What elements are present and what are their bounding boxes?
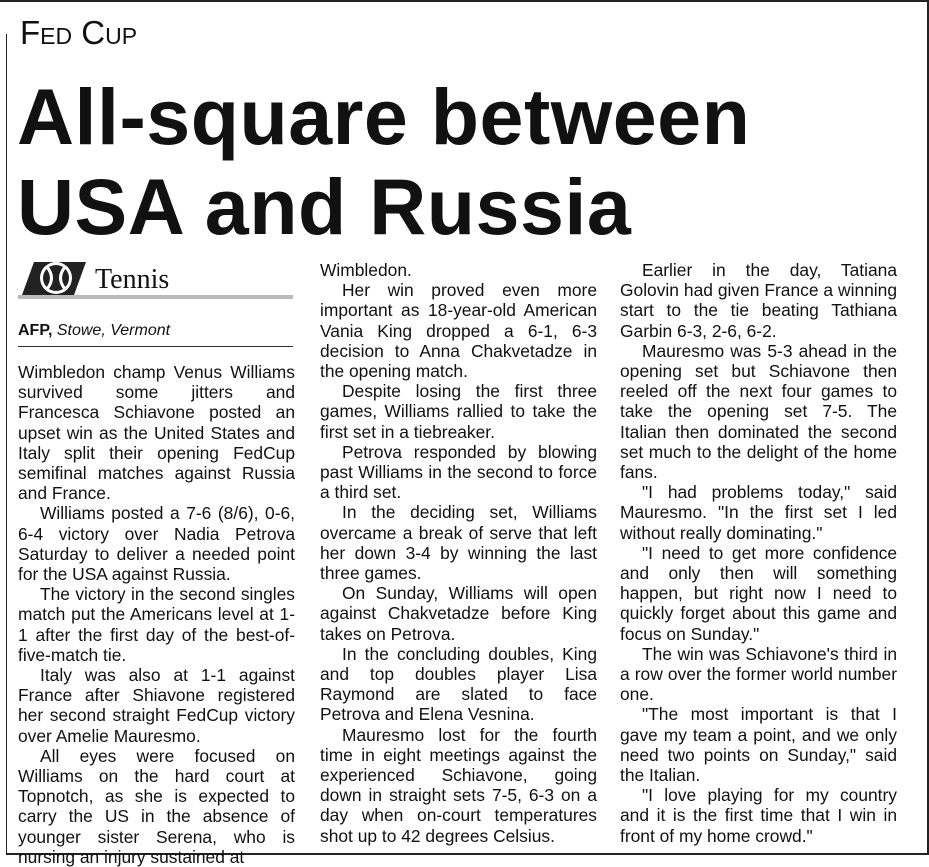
section-badge [18,256,293,300]
paragraph: Wimbledon. [320,260,412,280]
paragraph: Earlier in the day, Tatiana Golovin had given France a winning start to the tie beating Tathiana Garbin 6-3, 2-6, 6-2. [620,260,897,341]
paragraph: All eyes were focused on Williams on the hard court at Topnotch, as she is expected to carry the US in the absence of younger sister Serena, who is nursing an injury sustained at [18,745,295,867]
paragraph: Wimbledon champ Venus Williams survived some jitters and Francesca Schiavone posted an upset win as the United States and Italy split their opening FedCup semifinal matches against Russia and France. [18,362,295,504]
paragraph: "I had problems today," said Mauresmo. "In the first set I led without really dominating." [620,482,897,543]
paragraph: The win was Schiavone's third in a row over the former world number one. [620,643,897,705]
paragraph: "I love playing for my country and it is the first time that I win in front of my home crowd." [620,785,897,846]
badge-divider [18,295,293,299]
article-column-2 [320,260,597,846]
headline: All-square between USA and Russia [17,72,751,251]
byline-place: Stowe, Vermont [56,322,171,339]
tennis-ball-icon [18,258,90,298]
paragraph: "I need to get more confidence and only then will something happen, but right now I need to quickly forget about this game and focus on Sunday." [620,542,897,644]
section-kicker [20,14,137,52]
paragraph: On Sunday, Williams will open against Chakvetadze before King takes on Petrova. [320,583,597,644]
paragraph: Mauresmo was 5-3 ahead in the opening set but Schiavone then reeled off the next four games to take the opening set 7-5. The Italian then dominated the second set much to the delight of the home fans. [620,340,897,483]
article-column-3 [620,260,897,846]
paragraph: In the concluding doubles, King and top doubles player Lisa Raymond are slated to face Petrova and Elena Vesnina. [320,643,597,725]
article-column-1 [18,362,295,867]
byline-source: AFP, [18,322,53,339]
paragraph: Italy was also at 1-1 against France after Shiavone registered her second straight FedCup victory over Amelie Mauresmo. [18,665,295,746]
paragraph: Petrova responded by blowing past Williams in the second to force a third set. [320,441,597,503]
paragraph: Her win proved even more important as 18-year-old American Vania King dropped a 6-1, 6-3 decision to Anna Chakvetadze in the opening match. [320,280,597,382]
byline [18,321,170,341]
top-border [0,0,929,2]
byline-divider [18,346,293,347]
paragraph: Mauresmo lost for the fourth time in eight meetings against the experienced Schiavone, going down in straight sets 7-5, 6-3 on a day when on-court temperatures shot up to 42 degrees Celsius. [320,724,597,846]
paragraph: In the deciding set, Williams overcame a break of serve that left her down 3-4 by winning the last three games. [320,502,597,584]
paragraph: Williams posted a 7-6 (8/6), 0-6, 6-4 victory over Nadia Petrova Saturday to deliver a needed point for the USA against Russia. [18,503,295,585]
left-border [6,34,7,854]
kicker-text: Fed Cup [20,14,138,51]
paragraph: Despite losing the first three games, Williams rallied to take the first set in a tiebreaker. [320,381,597,442]
badge-label: Tennis [95,264,170,295]
paragraph: "The most important is that I gave my team a point, and we only need two points on Sunday," said the Italian. [620,704,897,786]
paragraph: The victory in the second singles match put the Americans level at 1-1 after the first day of the best-of-five-match tie. [18,584,295,665]
